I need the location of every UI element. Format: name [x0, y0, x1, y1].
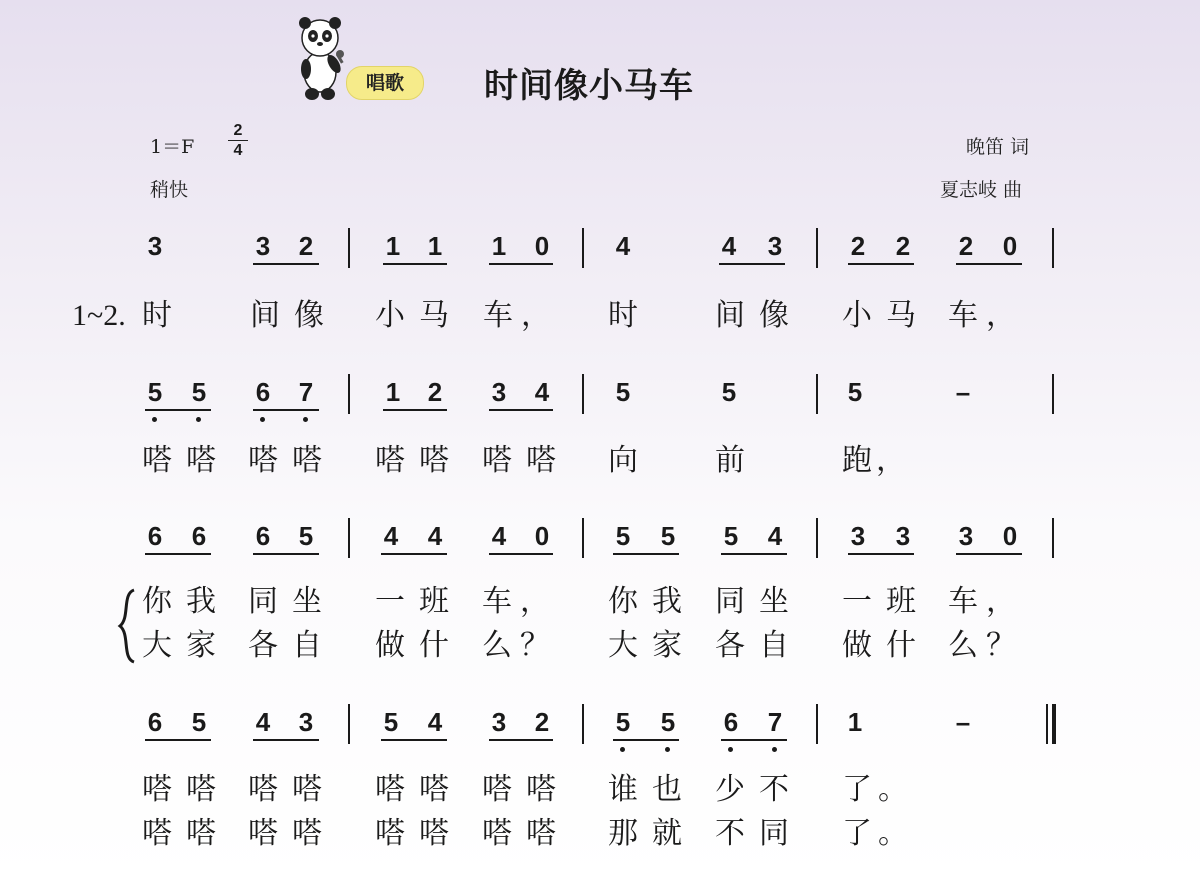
composer-credit: 夏志岐 曲: [940, 179, 1023, 201]
note: 4: [767, 521, 783, 551]
lyric-word: 了。: [842, 772, 914, 807]
lyric-word: 做什: [375, 628, 463, 663]
lyric-word: 时: [608, 298, 638, 333]
note: 4: [534, 377, 550, 407]
note: 4: [427, 707, 443, 737]
lyric-word: 大家: [608, 628, 696, 663]
lyric-word: 小马: [842, 298, 930, 333]
score-line-3: [0, 518, 1200, 558]
eighth-underline: [489, 263, 553, 265]
lower-octave-dot: [620, 747, 625, 752]
note: 4: [383, 521, 399, 551]
lyric-word: 向: [608, 443, 638, 478]
barline: [348, 518, 350, 558]
eighth-underline: [721, 739, 787, 741]
eighth-underline: [489, 409, 553, 411]
note: 4: [427, 521, 443, 551]
lyric-word: 嗒嗒: [142, 443, 230, 478]
eighth-underline: [145, 739, 211, 741]
note: 1: [385, 377, 401, 407]
eighth-underline: [956, 263, 1022, 265]
time-signature: [228, 122, 248, 159]
lyric-word: 嗒嗒: [248, 816, 336, 851]
barline: [816, 704, 818, 744]
eighth-underline: [381, 553, 447, 555]
barline: [582, 704, 584, 744]
note: 2: [534, 707, 550, 737]
lyric-word: 嗒嗒: [248, 772, 336, 807]
lyric-word: 嗒嗒: [142, 772, 230, 807]
lyric-word: 车，: [948, 584, 1024, 619]
verse-brace: [116, 588, 138, 664]
panda-singing-icon: [290, 14, 350, 102]
note: 0: [1002, 521, 1018, 551]
note: 3: [767, 231, 783, 261]
barline: [348, 228, 350, 268]
eighth-underline: [848, 263, 914, 265]
note: 6: [191, 521, 207, 551]
note: 1: [847, 707, 863, 737]
lyric-word: 车，: [482, 584, 558, 619]
note: 6: [147, 521, 163, 551]
note: 6: [255, 377, 271, 407]
lower-octave-dot: [728, 747, 733, 752]
eighth-underline: [381, 739, 447, 741]
barline: [816, 228, 818, 268]
lyric-word: 跑，: [842, 443, 910, 478]
note: 6: [147, 707, 163, 737]
lower-octave-dot: [152, 417, 157, 422]
key-signature: 1＝F: [150, 136, 195, 158]
note: 5: [615, 707, 631, 737]
score-line-4: [0, 704, 1200, 744]
dash: –: [955, 377, 971, 407]
score-line-1: [0, 228, 1200, 268]
note: 3: [958, 521, 974, 551]
eighth-underline: [253, 553, 319, 555]
lyric-word: 各自: [248, 628, 336, 663]
note: 5: [721, 377, 737, 407]
lyric-word: 小马: [375, 298, 463, 333]
time-signature-top: 2: [233, 122, 243, 139]
note: 0: [534, 231, 550, 261]
note: 6: [255, 521, 271, 551]
lyricist-credit: 晚笛 词: [966, 136, 1030, 158]
note: 3: [147, 231, 163, 261]
lyric-word: 少不: [715, 772, 803, 807]
lyric-word: 车，: [948, 298, 1024, 333]
eighth-underline: [253, 409, 319, 411]
final-barline-thick: [1052, 704, 1056, 744]
note: 3: [491, 707, 507, 737]
lyric-word: 嗒嗒: [375, 772, 463, 807]
lyric-word: 了。: [842, 816, 914, 851]
barline: [348, 374, 350, 414]
lyric-word: 一班: [842, 584, 930, 619]
verse-number: 1~2.: [72, 299, 126, 332]
note: 5: [191, 707, 207, 737]
note: 3: [850, 521, 866, 551]
lower-octave-dot: [303, 417, 308, 422]
note: 7: [298, 377, 314, 407]
lyric-word: 各自: [715, 628, 803, 663]
lyric-word: 你我: [142, 584, 230, 619]
lyric-word: 大家: [142, 628, 230, 663]
eighth-underline: [489, 739, 553, 741]
note: 5: [191, 377, 207, 407]
lyric-word: 嗒嗒: [482, 772, 570, 807]
lower-octave-dot: [665, 747, 670, 752]
note: 2: [427, 377, 443, 407]
note: 2: [958, 231, 974, 261]
lower-octave-dot: [196, 417, 201, 422]
barline: [582, 518, 584, 558]
section-badge: 唱歌: [346, 66, 424, 100]
note: 4: [615, 231, 631, 261]
barline: [816, 518, 818, 558]
eighth-underline: [253, 739, 319, 741]
lyric-word: 同坐: [248, 584, 336, 619]
lyric-word: 嗒嗒: [482, 443, 570, 478]
final-barline-thin: [1046, 704, 1048, 744]
eighth-underline: [613, 739, 679, 741]
note: 2: [850, 231, 866, 261]
lyric-word: 那就: [608, 816, 696, 851]
time-signature-bottom: 4: [233, 142, 243, 159]
eighth-underline: [956, 553, 1022, 555]
eighth-underline: [145, 409, 211, 411]
note: 5: [615, 521, 631, 551]
song-title: 时间像小马车: [484, 66, 694, 106]
note: 1: [491, 231, 507, 261]
eighth-underline: [489, 553, 553, 555]
lyric-word: 前: [715, 443, 745, 478]
note: 1: [427, 231, 443, 261]
note: 5: [847, 377, 863, 407]
barline: [582, 374, 584, 414]
lyric-word: 嗒嗒: [248, 443, 336, 478]
lyric-word: 一班: [375, 584, 463, 619]
note: 2: [895, 231, 911, 261]
eighth-underline: [721, 553, 787, 555]
note: 4: [255, 707, 271, 737]
eighth-underline: [383, 263, 447, 265]
barline: [1052, 518, 1054, 558]
note: 5: [298, 521, 314, 551]
eighth-underline: [848, 553, 914, 555]
note: 4: [491, 521, 507, 551]
eighth-underline: [383, 409, 447, 411]
note: 5: [383, 707, 399, 737]
lyric-word: 同坐: [715, 584, 803, 619]
note: 1: [385, 231, 401, 261]
time-signature-divider: [228, 140, 248, 141]
lower-octave-dot: [260, 417, 265, 422]
lyric-word: 嗒嗒: [142, 816, 230, 851]
lyric-word: 嗒嗒: [375, 816, 463, 851]
lower-octave-dot: [772, 747, 777, 752]
note: 3: [298, 707, 314, 737]
eighth-underline: [145, 553, 211, 555]
lyric-word: 谁也: [608, 772, 696, 807]
barline: [1052, 228, 1054, 268]
lyric-word: 间像: [250, 298, 338, 333]
note: 3: [491, 377, 507, 407]
lyric-word: 嗒嗒: [375, 443, 463, 478]
barline: [582, 228, 584, 268]
note: 5: [660, 521, 676, 551]
note: 3: [895, 521, 911, 551]
lyric-word: 嗒嗒: [482, 816, 570, 851]
lyric-word: 么？: [948, 628, 1024, 663]
note: 7: [767, 707, 783, 737]
dash: –: [955, 707, 971, 737]
score-line-2: [0, 374, 1200, 414]
lyric-word: 车，: [483, 298, 559, 333]
lyric-word: 你我: [608, 584, 696, 619]
note: 5: [147, 377, 163, 407]
note: 5: [615, 377, 631, 407]
barline: [1052, 374, 1054, 414]
lyric-word: 做什: [842, 628, 930, 663]
tempo-marking: 稍快: [150, 179, 189, 201]
note: 4: [721, 231, 737, 261]
note: 0: [1002, 231, 1018, 261]
note: 5: [723, 521, 739, 551]
note: 2: [298, 231, 314, 261]
lyric-word: 时: [142, 298, 172, 333]
note: 3: [255, 231, 271, 261]
note: 0: [534, 521, 550, 551]
lyric-word: 么？: [482, 628, 558, 663]
note: 6: [723, 707, 739, 737]
eighth-underline: [719, 263, 785, 265]
lyric-word: 不同: [715, 816, 803, 851]
note: 5: [660, 707, 676, 737]
eighth-underline: [613, 553, 679, 555]
barline: [348, 704, 350, 744]
eighth-underline: [253, 263, 319, 265]
barline: [816, 374, 818, 414]
lyric-word: 间像: [715, 298, 803, 333]
